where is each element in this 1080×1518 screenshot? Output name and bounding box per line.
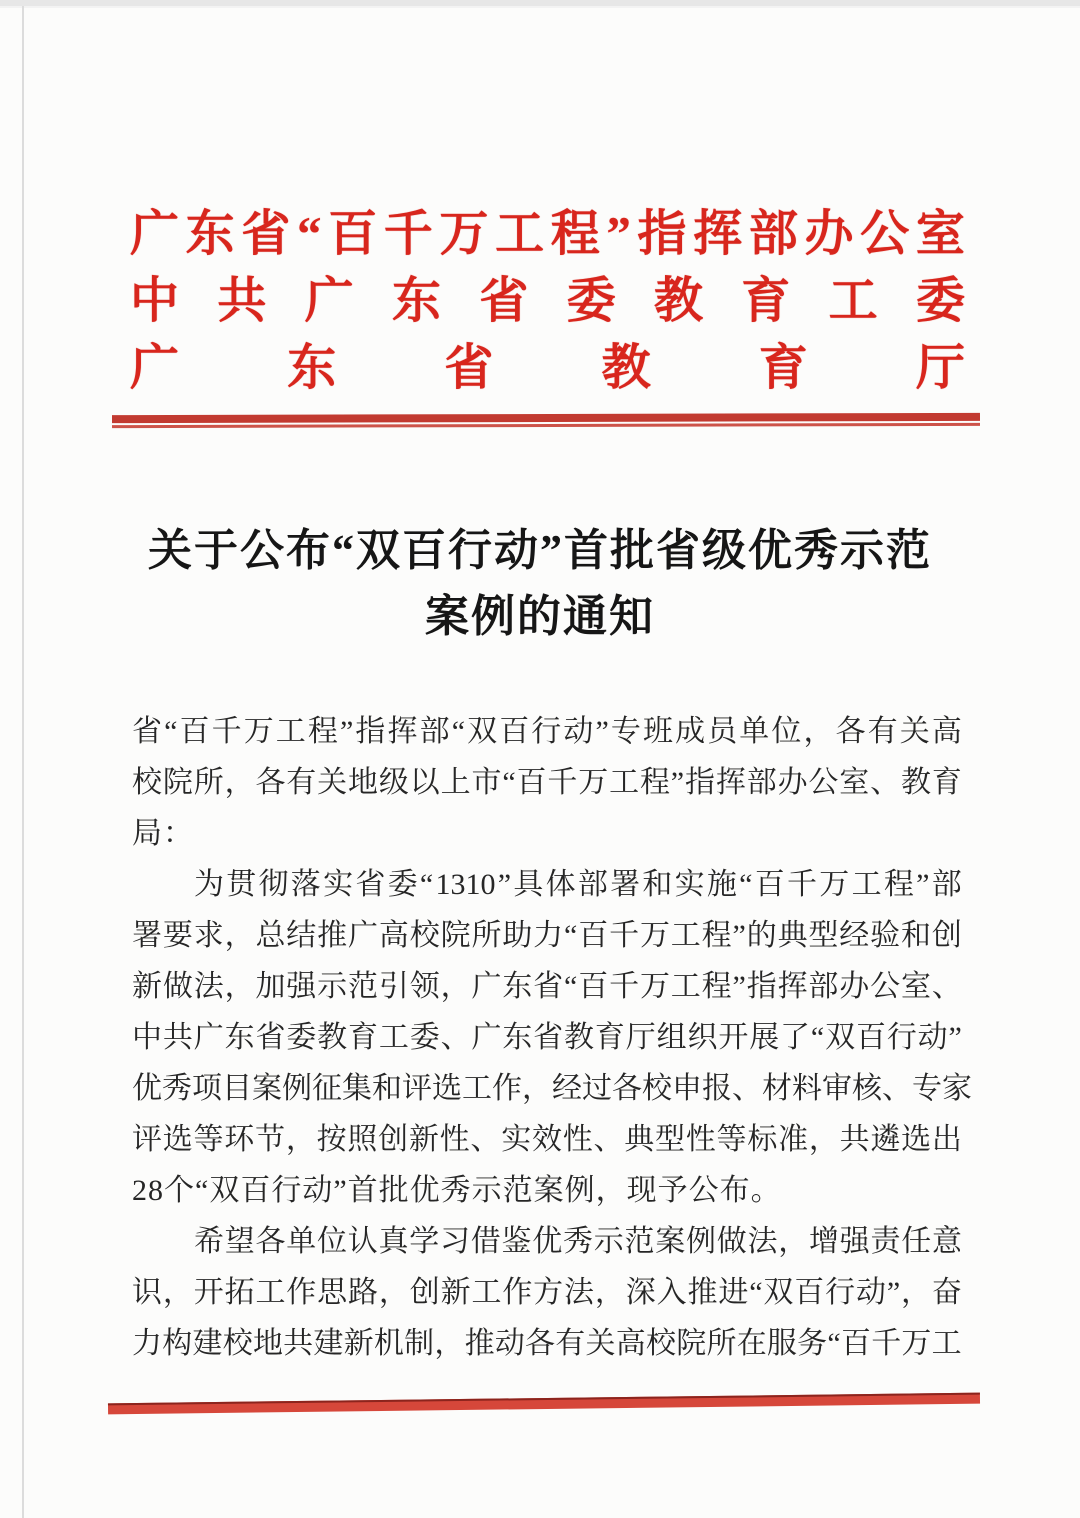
page-bottom-rule xyxy=(108,1393,980,1415)
scan-left-edge-line xyxy=(22,6,24,1518)
salutation xyxy=(132,706,962,859)
paragraph-1 xyxy=(132,859,972,1216)
letterhead xyxy=(130,200,965,401)
paragraph-line: 中 共 广 东 省 委 教 育 工 委 、 广 东 省 教 育 厅 组 织 开 展 了 “ 双 百 行 动 ” xyxy=(132,1021,962,1054)
paragraph-2 xyxy=(132,1216,962,1369)
scan-top-edge xyxy=(0,0,1080,8)
salutation-line: 局： xyxy=(132,817,194,850)
body-text xyxy=(132,706,972,1369)
notice-title xyxy=(124,518,956,650)
paragraph-line: 评 选 等 环 节 ， 按 照 创 新 性 、 实 效 性 、 典 型 性 等 标 准 ， 共 遴 选 出 xyxy=(132,1123,962,1156)
paragraph-line: 识 ， 开 拓 工 作 思 路 ， 创 新 工 作 方 法 ， 深 入 推 进 “ 双 百 行 动 ” ， 奋 xyxy=(132,1276,962,1309)
notice-title-line: 案例的通知 xyxy=(425,592,655,641)
paragraph-line: 新 做 法 ， 加 强 示 范 引 领 ， 广 东 省 “ 百 千 万 工 程 ” 指 挥 部 办 公 室 、 xyxy=(132,970,962,1003)
paragraph-line: 为 贯 彻 落 实 省 委 “ 1310 ” 具 体 部 署 和 实 施 “ 百 千 万 工 程 ” 部 xyxy=(194,868,962,901)
letterhead-org-line: 广 东 省 教 育 厅 xyxy=(130,340,965,395)
notice-title-line: 关于公布“双百行动”首批省级优秀示范 xyxy=(148,526,932,575)
salutation-line: 校 院 所 ， 各 有 关 地 级 以 上 市 “ 百 千 万 工 程 ” 指 挥 部 办 公 室 、 教 育 xyxy=(132,766,962,799)
paragraph-line: 希 望 各 单 位 认 真 学 习 借 鉴 优 秀 示 范 案 例 做 法 ， 增 强 责 任 意 xyxy=(194,1225,962,1258)
paragraph-line: 28个“双百行动”首批优秀示范案例，现予公布。 xyxy=(132,1174,782,1207)
paragraph-line: 署 要 求 ， 总 结 推 广 高 校 院 所 助 力 “ 百 千 万 工 程 ” 的 典 型 经 验 和 创 xyxy=(132,919,962,952)
letterhead-org-line: 广 东 省 “ 百 千 万 工 程 ” 指 挥 部 办 公 室 xyxy=(130,206,965,261)
paragraph-line: 力 构 建 校 地 共 建 新 机 制 ， 推 动 各 有 关 高 校 院 所 在 服 务 “ 百 千 万 工 xyxy=(132,1327,962,1360)
paragraph-line: 优 秀 项 目 案 例 征 集 和 评 选 工 作 ， 经 过 各 校 申 报 、 材 料 审 核 、 专 家 xyxy=(132,1072,972,1105)
letterhead-separator xyxy=(112,413,980,428)
letterhead-org-line: 中 共 广 东 省 委 教 育 工 委 xyxy=(130,273,965,328)
salutation-line: 省 “ 百 千 万 工 程 ” 指 挥 部 “ 双 百 行 动 ” 专 班 成 员 单 位 ， 各 有 关 高 xyxy=(132,715,962,748)
